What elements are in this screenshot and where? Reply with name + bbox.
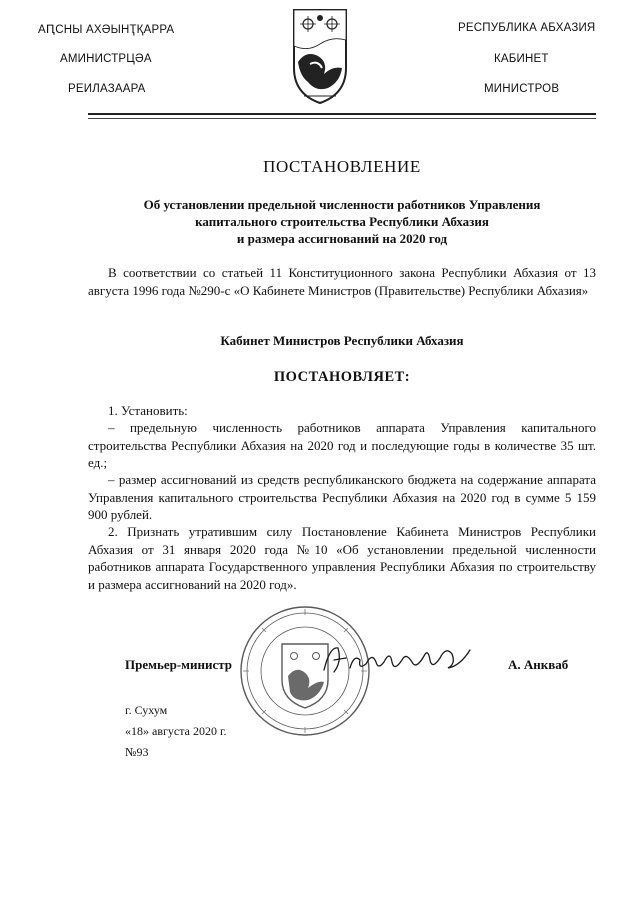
- document-subject: [88, 196, 596, 247]
- header-divider-thin: [88, 118, 596, 119]
- issue-place: г. Сухум: [125, 703, 168, 717]
- issue-date: «18» августа 2020 г.: [125, 724, 227, 738]
- issuing-authority: Кабинет Министров Республики Абхазия: [220, 333, 464, 348]
- header-right-line-1: РЕСПУБЛИКА АБХАЗИЯ: [458, 22, 596, 34]
- decree-heading: ПОСТАНОВЛЯЕТ:: [273, 369, 411, 385]
- header-left-line-2: АМИНИСТРЦӘА: [60, 53, 152, 65]
- subject-line-2: капитального строительства Республики Абхазия: [195, 214, 489, 229]
- subject-line-1: Об установлении предельной численности работников Управления: [143, 197, 541, 212]
- document-number: №93: [125, 745, 149, 759]
- header-left-line-3: РЕИЛАЗААРА: [68, 83, 146, 95]
- handwritten-signature-icon: [320, 640, 480, 680]
- header-left-line-1: АԤСНЫ АХӘЫНҬҚАРРА: [38, 24, 175, 36]
- item-2-paragraph: 2. Признать утратившим силу Постановление Кабинета Министров Республики Абхазия от 31 января 2020 года №10 «Об установлении предельной численности работников аппарата Государственного управления Республики Абхазия по строительству и размера ассигнований на 2020 год».: [88, 524, 596, 592]
- item-1-point-a: – предельную численность работников аппарата Управления капитального строительства Республики Абхазия на 2020 год и последующие годы в количестве 35 шт. ед.;: [88, 420, 596, 470]
- subject-line-3: и размера ассигнований на 2020 год: [236, 231, 448, 246]
- item-1-point-b: – размер ассигнований из средств республиканского бюджета на содержание аппарата Управления капитального строительства Республики Абхазия на 2020 год в сумме 5 159 900 рублей.: [88, 472, 596, 522]
- state-emblem-icon: [288, 6, 352, 106]
- signatory-position: Премьер-министр: [125, 657, 233, 672]
- signatory-name: А. Анкваб: [508, 657, 569, 672]
- header-right-line-3: МИНИСТРОВ: [484, 83, 560, 95]
- header-divider-thick: [88, 113, 596, 115]
- document-title: ПОСТАНОВЛЕНИЕ: [263, 157, 421, 176]
- item-1-heading: 1. Установить:: [108, 403, 188, 418]
- preamble-paragraph: В соответствии со статьей 11 Конституционного закона Республики Абхазия от 13 августа 1996 года №290-с «О Кабинете Министров (Правительстве) Республики Абхазия»: [88, 265, 596, 298]
- header-right-line-2: КАБИНЕТ: [494, 53, 549, 65]
